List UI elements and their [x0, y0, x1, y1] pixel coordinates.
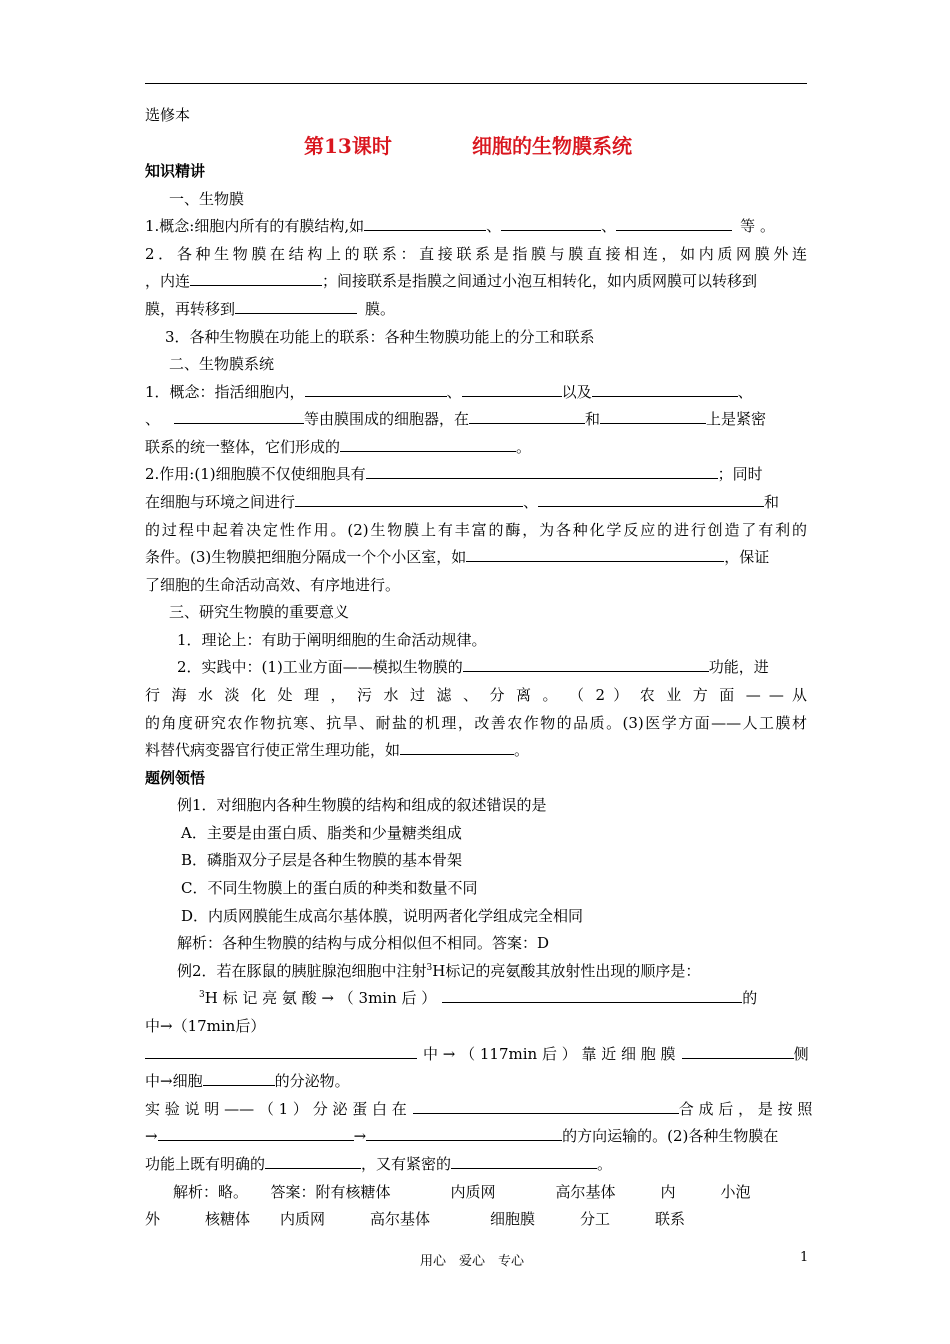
line-agriculture: 行 海 水 淡 化 处 理 ， 污 水 过 滤 、 分 离 。 （ 2 ） 农 业 方 面 — — 从 — [145, 686, 807, 704]
subheading-membrane: 一、生物膜 — [169, 190, 245, 208]
line-organelles: 、 等由膜围成的细胞器，在 和 上是紧密 — [145, 410, 767, 428]
blank[interactable] — [463, 656, 709, 672]
example-2-function: 功能上既有明确的 ，又有紧密的 。 — [145, 1155, 613, 1173]
line-transfer: 膜，再转移到 膜。 — [145, 300, 396, 318]
line-medicine: 的角度研究农作物抗寒、抗旱、耐盐的机理，改善农作物的品质。(3)医学方面——人工膜材 — [145, 714, 807, 732]
line-compartments: 条件。(3)生物膜把细胞分隔成一个个小区室，如 ，保证 — [145, 548, 770, 566]
blank[interactable] — [340, 436, 516, 452]
blank[interactable] — [145, 1043, 417, 1059]
section-heading-examples: 题例领悟 — [145, 769, 206, 787]
page-number: 1 — [800, 1250, 809, 1265]
blank[interactable] — [442, 987, 742, 1003]
blank[interactable] — [466, 546, 724, 562]
subheading-significance: 三、研究生物膜的重要意义 — [169, 603, 350, 621]
example-2-step-3: 中 → （ 117min 后 ） 靠 近 细 胞 膜 侧 — [145, 1043, 807, 1065]
option-a: A．主要是由蛋白质、脂类和少量糖类组成 — [181, 824, 462, 842]
example-2-step-4: 中→细胞 的分泌物。 — [145, 1072, 350, 1090]
section-heading-knowledge: 知识精讲 — [145, 162, 206, 180]
blank[interactable] — [366, 463, 718, 479]
option-b: B．磷脂双分子层是各种生物膜的基本骨架 — [181, 851, 463, 869]
blank[interactable] — [600, 408, 706, 424]
lesson-topic: 细胞的生物膜系统 — [472, 134, 632, 158]
line-whole: 联系的统一整体，它们形成的 。 — [145, 438, 532, 456]
line-concept: 1.概念:细胞内所有的有膜结构,如 、 、 等 。 — [145, 217, 775, 235]
blank[interactable] — [592, 381, 738, 397]
example-2-question: 例2．若在豚鼠的胰脏腺泡细胞中注射$^3$H标记的亮氨酸其放射性出现的顺序是： — [177, 962, 701, 980]
blank[interactable] — [616, 215, 732, 231]
blank[interactable] — [305, 381, 447, 397]
blank[interactable] — [203, 1070, 275, 1086]
blank[interactable] — [366, 1125, 562, 1141]
footer-motto: 用心 爱心 专心 — [420, 1254, 525, 1269]
line-function-link: 3．各种生物膜在功能上的联系：各种生物膜功能上的分工和联系 — [165, 328, 595, 346]
blank[interactable] — [501, 215, 601, 231]
line-indirect-link: ，内连 ；间接联系是指膜之间通过小泡互相转化，如内质网膜可以转移到 — [145, 272, 758, 290]
line-practice: 2．实践中：(1)工业方面——模拟生物膜的 功能，进 — [177, 658, 769, 676]
line-order: 了细胞的生命活动高效、有序地进行。 — [145, 576, 401, 594]
blank[interactable] — [451, 1153, 597, 1169]
header-rule — [145, 83, 807, 84]
example-1-analysis: 解析：各种生物膜的结构与成分相似但不相同。答案：D — [177, 934, 550, 952]
example-2-direction: → → 的方向运输的。(2)各种生物膜在 — [145, 1127, 779, 1145]
option-c: C．不同生物膜上的蛋白质的种类和数量不同 — [181, 879, 478, 897]
example-2-step-2: 中→（17min后） — [145, 1017, 266, 1035]
blank[interactable] — [538, 491, 764, 507]
blank[interactable] — [682, 1043, 794, 1059]
blank[interactable] — [364, 215, 486, 231]
example-2-answer-cont: 外 核糖体 内质网 高尔基体 细胞膜 分工 联系 — [145, 1210, 686, 1228]
line-structure-link: 2．各种生物膜在结构上的联系：直接联系是指膜与膜直接相连，如内质网膜外连 — [145, 245, 807, 263]
option-d: D．内质网膜能生成高尔基体膜，说明两者化学组成完全相同 — [181, 907, 584, 925]
blank[interactable] — [469, 408, 585, 424]
line-role: 2.作用:(1)细胞膜不仅使细胞具有 ；同时 — [145, 465, 763, 483]
header-label: 选修本 — [145, 106, 191, 124]
blank[interactable] — [413, 1098, 679, 1114]
blank[interactable] — [158, 1125, 354, 1141]
line-exchange: 在细胞与环境之间进行 、 和 — [145, 493, 780, 511]
line-enzymes: 的过程中起着决定性作用。(2)生物膜上有丰富的酶，为各种化学反应的进行创造了有利的 — [145, 521, 807, 539]
example-1-question: 例1．对细胞内各种生物膜的结构和组成的叙述错误的是 — [177, 796, 547, 814]
blank[interactable] — [295, 491, 523, 507]
subheading-system: 二、生物膜系统 — [169, 355, 275, 373]
example-2-explanation: 实 验 说 明 —— （ 1 ） 分 泌 蛋 白 在 合 成 后 ， 是 按 照 — [145, 1100, 813, 1118]
lesson-number: 第13课时 — [304, 134, 392, 158]
line-theory: 1．理论上：有助于阐明细胞的生命活动规律。 — [177, 631, 487, 649]
blank[interactable] — [235, 298, 357, 314]
blank[interactable] — [462, 381, 562, 397]
line-system-concept: 1．概念：指活细胞内， 、 以及 、 — [145, 383, 753, 401]
page-title — [0, 130, 950, 156]
example-2-step-1: $^3$H 标 记 亮 氨 酸 → （ 3min 后 ） 的 — [199, 989, 758, 1007]
blank[interactable] — [174, 408, 304, 424]
blank[interactable] — [190, 270, 322, 286]
line-artificial-membrane: 料替代病变器官行使正常生理功能，如 。 — [145, 741, 530, 759]
blank[interactable] — [265, 1153, 361, 1169]
blank[interactable] — [400, 739, 514, 755]
example-2-answer: 解析：略。 答案：附有核糖体 内质网 高尔基体 内 小泡 — [173, 1183, 751, 1201]
